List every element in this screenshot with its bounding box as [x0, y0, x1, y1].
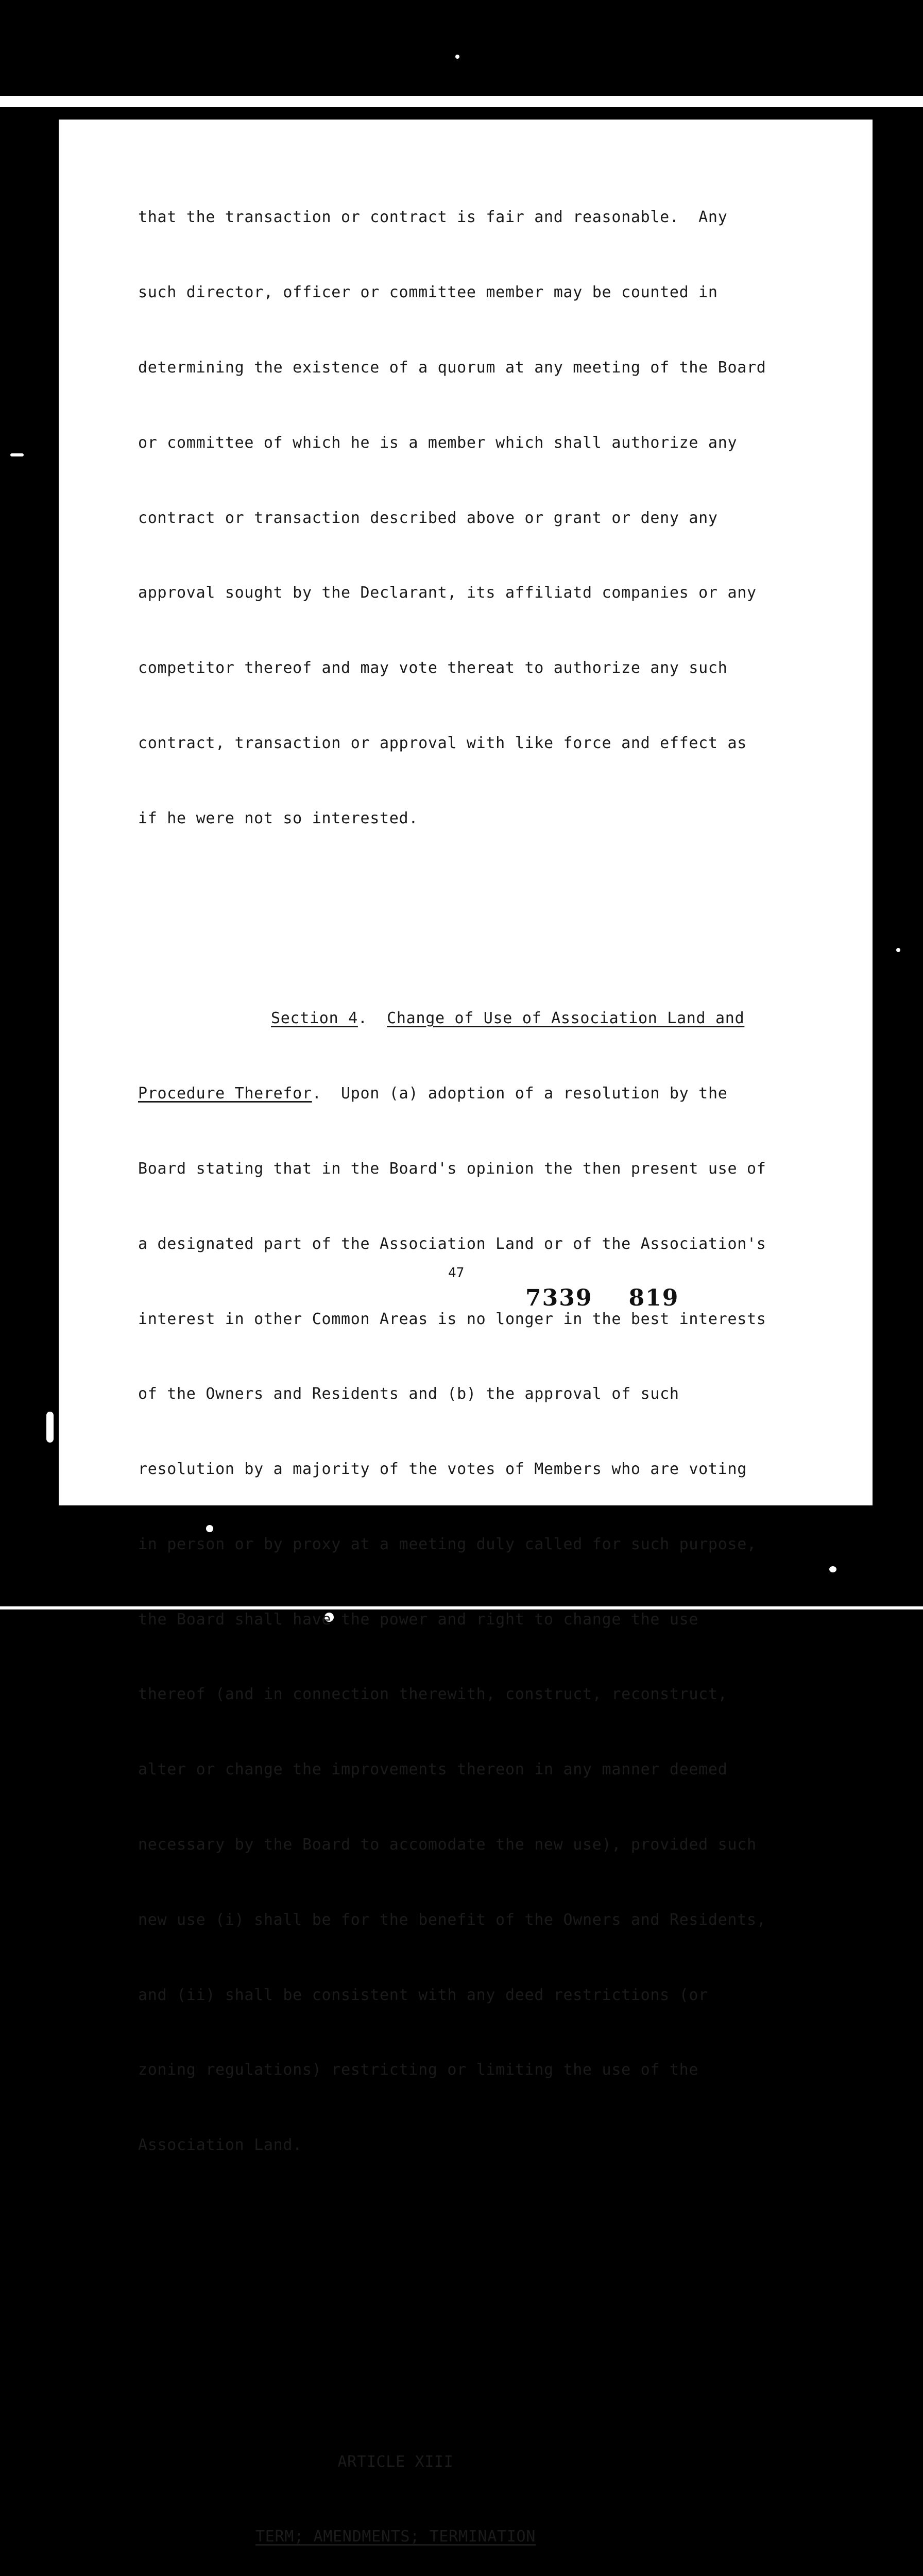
scan-speck: [896, 948, 900, 952]
scan-speck: [829, 1566, 836, 1572]
page-number: 47: [448, 1265, 465, 1281]
text-line: necessary by the Board to accomodate the new use), provided such: [138, 1835, 757, 1854]
scan-speck: [46, 1412, 54, 1443]
scan-speck: [455, 55, 459, 59]
article-heading: [138, 2399, 828, 2576]
section-4-heading-line: Section 4. Change of Use of Association Land and: [271, 1009, 745, 1028]
text-line: such director, officer or committee member may be counted in: [138, 283, 718, 302]
document-body: [138, 105, 828, 2576]
text-line: resolution by a majority of the votes of Members who are voting: [138, 1460, 747, 1479]
section-4-heading: Section 4: [271, 1009, 358, 1028]
text-line: that the transaction or contract is fair and reasonable. Any: [138, 208, 728, 227]
text-line: contract, transaction or approval with like force and effect as: [138, 734, 747, 752]
recording-stamp: [525, 1285, 715, 1311]
text-line: competitor thereof and may vote thereat to authorize any such: [138, 659, 728, 677]
section-4-title: Change of Use of Association Land and: [387, 1009, 745, 1028]
scan-speck: [10, 453, 24, 456]
text-line: interest in other Common Areas is no longer in the best interests: [138, 1310, 766, 1328]
text-line: if he were not so interested.: [138, 809, 419, 827]
scan-bottom-rule: [0, 1606, 923, 1609]
section-4-title-cont: Procedure Therefor: [138, 1084, 312, 1103]
text-line: Association Land.: [138, 2136, 302, 2155]
paragraph-1: [138, 155, 828, 881]
article-number: ARTICLE XIII: [337, 2452, 454, 2471]
text-line: the Board shall have the power and right to change the use: [138, 1610, 699, 1629]
text-line: a designated part of the Association Land or of the Association's: [138, 1234, 766, 1253]
article-title-line: [138, 2524, 653, 2550]
article-title: TERM; AMENDMENTS; TERMINATION: [255, 2528, 536, 2546]
scan-top-border: [0, 0, 923, 62]
text-line: thereof (and in connection therewith, construct, reconstruct,: [138, 1685, 728, 1704]
text-line: of the Owners and Residents and (b) the approval of such: [138, 1385, 679, 1403]
text-line: zoning regulations) restricting or limiting the use of the: [138, 2061, 699, 2079]
text-line: alter or change the improvements thereon in any manner deemed: [138, 1760, 728, 1779]
text-fragment: . Upon (a) adoption of a resolution by the: [312, 1084, 728, 1103]
text-line: determining the existence of a quorum at any meeting of the Board: [138, 358, 766, 377]
text-line: and (ii) shall be consistent with any deed restrictions (or: [138, 1986, 708, 2004]
text-line: Board stating that in the Board's opinion the then present use of: [138, 1159, 766, 1178]
text-line: contract or transaction described above or grant or deny any: [138, 509, 718, 527]
recording-page-number: 819: [628, 1285, 679, 1311]
recording-book-number: 7339: [525, 1285, 593, 1311]
text-line: in person or by proxy at a meeting duly called for such purpose,: [138, 1535, 757, 1553]
text-line: or committee of which he is a member which shall authorize any: [138, 433, 738, 452]
section-4: [138, 956, 828, 2208]
text-line: new use (i) shall be for the benefit of the Owners and Residents,: [138, 1910, 766, 1929]
text-line: approval sought by the Declarant, its affiliatd companies or any: [138, 584, 757, 602]
section-4-title-line: [138, 1081, 828, 1107]
